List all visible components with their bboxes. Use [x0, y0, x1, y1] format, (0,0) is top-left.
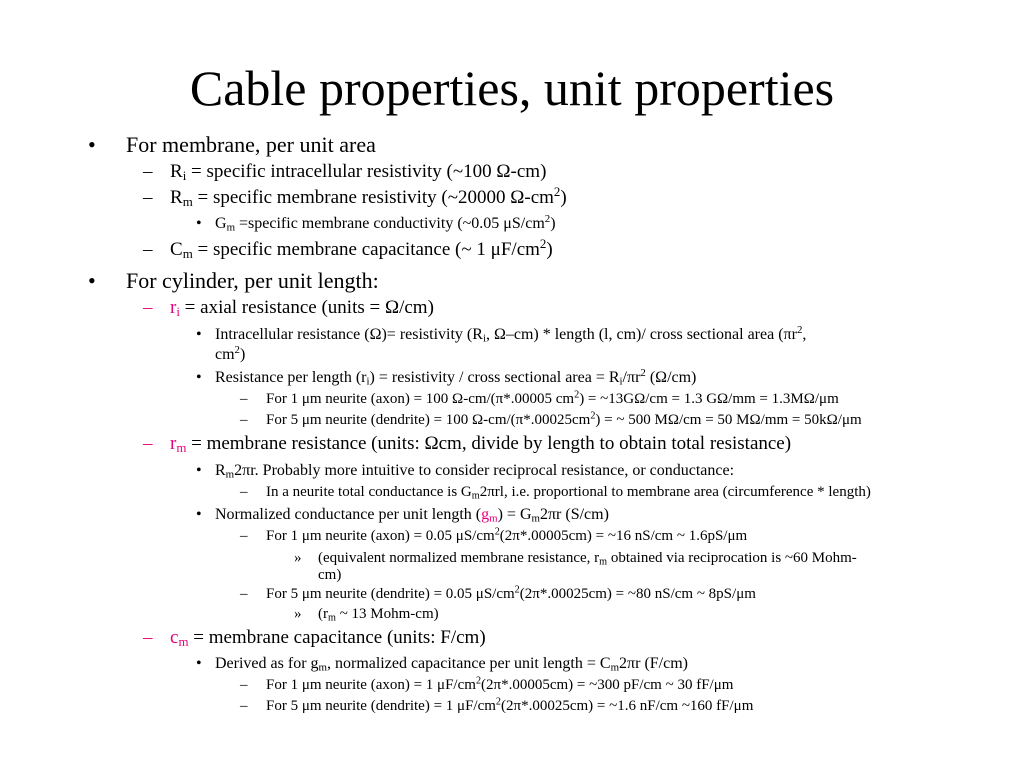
text: (2π*.00025cm) = ~80 nS/cm ~ 8pS/μm [519, 586, 756, 602]
rm-specific-line [170, 183, 567, 210]
dash-marker: – [240, 391, 248, 407]
dash-marker: – [240, 528, 248, 544]
cm-derived-line [215, 654, 688, 674]
text: /πr [622, 369, 641, 386]
slide-title: Cable properties, unit properties [189, 60, 835, 116]
superscript: 2 [495, 696, 502, 708]
gm-superscript: 2 [544, 213, 551, 226]
text: (equivalent normalized membrane resistance, r [318, 550, 600, 566]
dash-marker: – [240, 698, 248, 714]
text: (2π*.00005cm) = ~16 nS/cm ~ 1.6pS/μm [499, 528, 748, 544]
rm-subscript: m [182, 194, 193, 210]
subscript: m [531, 512, 540, 525]
cm-axon-line [266, 676, 733, 694]
ri-description: = specific intracellular resistivity (~100 Ω-cm) [186, 161, 547, 182]
subscript: m [610, 661, 620, 674]
text: Intracellular resistance (Ω)= resistivity (R [215, 326, 483, 343]
ri-axial-description: = axial resistance (units = Ω/cm) [179, 297, 434, 318]
text: R [215, 462, 226, 479]
bullet-marker: • [196, 506, 202, 523]
text: For 1 μm neurite (axon) = 1 μF/cm [266, 677, 476, 693]
intracellular-resistance-line-cont [215, 345, 245, 365]
subscript: m [471, 490, 480, 502]
text: For 5 μm neurite (dendrite) = 1 μF/cm [266, 698, 496, 714]
subscript: m [318, 661, 327, 674]
bullet-marker: • [196, 462, 202, 479]
bullet-marker: • [196, 215, 202, 232]
subscript: m [328, 612, 336, 624]
cm-membrane-line [170, 627, 486, 649]
ri-axial-line [170, 297, 434, 319]
membrane-heading: For membrane, per unit area [126, 132, 376, 157]
rm-membrane-line [170, 433, 791, 455]
superscript: 2 [796, 324, 803, 337]
text: 2πrl, i.e. proportional to membrane area (circumference * length) [479, 484, 871, 500]
text: For 5 μm neurite (dendrite) = 0.05 μS/cm [266, 586, 515, 602]
cm-description: = specific membrane capacitance (~ 1 μF/cm [192, 239, 540, 260]
superscript: 2 [574, 389, 580, 401]
raquo-marker: » [294, 550, 302, 566]
ri-axon-line [266, 390, 839, 408]
rm-axon-note-line [318, 549, 857, 567]
gm-subscript: m [226, 221, 236, 234]
dash-marker: – [240, 586, 248, 602]
gm-specific-line [215, 214, 556, 234]
text: , normalized capacitance per unit length = C [326, 655, 611, 672]
subscript: i [619, 375, 623, 388]
cm-specific-line [170, 235, 553, 262]
gm-highlight-symbol: g [481, 506, 490, 523]
rm-axon-note-line-cont: cm) [318, 567, 342, 583]
subscript: m [599, 556, 608, 568]
text: 2πr (S/cm) [539, 506, 609, 523]
rm-membrane-description: = membrane resistance (units: Ωcm, divide by length to obtain total resistance) [186, 433, 792, 454]
bullet-marker: • [196, 655, 202, 672]
dash-marker: – [143, 627, 153, 648]
cm-membrane-symbol: c [170, 627, 179, 648]
cylinder-heading: For cylinder, per unit length: [126, 268, 379, 293]
text: For 5 μm neurite (dendrite) = 100 Ω-cm/(π*.00025cm [266, 412, 591, 428]
rm-membrane-symbol: r [170, 433, 177, 454]
rm-symbol: R [170, 187, 183, 208]
intracellular-resistance-line [215, 325, 806, 345]
text: ) = G [497, 506, 532, 523]
text: Resistance per length (r [215, 369, 367, 386]
text: In a neurite total conductance is G [266, 484, 472, 500]
dash-marker: – [143, 297, 153, 318]
subscript: i [482, 332, 486, 345]
normalized-conductance-line [215, 505, 609, 525]
dash-marker: – [143, 433, 153, 454]
ri-dendrite-line [266, 411, 862, 429]
text: ) = ~13GΩ/cm = 1.3 GΩ/mm = 1.3MΩ/μm [579, 391, 839, 407]
ri-symbol: R [170, 161, 183, 182]
text: ) = resistivity / cross sectional area = R [369, 369, 620, 386]
text: obtained via reciprocation is ~60 Mohm- [607, 550, 857, 566]
total-conductance-line [266, 483, 871, 501]
superscript: 2 [475, 675, 482, 687]
text: cm [215, 346, 235, 363]
superscript: 2 [640, 367, 646, 380]
text: For 1 μm neurite (axon) = 0.05 μS/cm [266, 528, 495, 544]
cm-symbol: C [170, 239, 183, 260]
dash-marker: – [143, 161, 153, 182]
dash-marker: – [240, 677, 248, 693]
text: ~ 13 Mohm-cm) [335, 606, 439, 622]
rm-description: = specific membrane resistivity (~20000 Ω-cm [192, 187, 554, 208]
gm-description: =specific membrane conductivity (~0.05 μS/cm [235, 215, 545, 232]
raquo-marker: » [294, 606, 302, 622]
superscript: 2 [494, 526, 500, 538]
text: (Ω/cm) [645, 369, 697, 386]
ri-axial-subscript: i [176, 304, 180, 320]
text: Normalized conductance per unit length ( [215, 506, 482, 523]
cm-close: ) [546, 239, 553, 260]
superscript: 2 [590, 410, 596, 422]
gm-highlight-subscript: m [489, 512, 498, 525]
rm-membrane-subscript: m [176, 440, 187, 456]
rm-dendrite-line [266, 585, 756, 603]
superscript: 2 [234, 344, 240, 357]
text: ) [239, 346, 246, 363]
cm-superscript: 2 [539, 235, 547, 251]
ri-subscript: i [182, 168, 187, 184]
text: (r [318, 606, 328, 622]
text: (2π*.00005cm) = ~300 pF/cm ~ 30 fF/μm [481, 677, 734, 693]
text: For 1 μm neurite (axon) = 100 Ω-cm/(π*.00005 cm [266, 391, 575, 407]
resistance-per-length-line [215, 368, 696, 388]
subscript: m [225, 468, 235, 481]
bullet-marker: • [196, 326, 202, 343]
dash-marker: – [240, 484, 248, 500]
rm-dendrite-note-line [318, 605, 439, 623]
text: 2πr. Probably more intuitive to consider reciprocal resistance, or conductance: [234, 462, 735, 479]
dash-marker: – [143, 187, 153, 208]
text: (2π*.00025cm) = ~1.6 nF/cm ~160 fF/μm [501, 698, 754, 714]
bullet-marker: • [88, 268, 96, 293]
bullet-marker: • [196, 369, 202, 386]
gm-close: ) [550, 215, 556, 232]
cm-subscript: m [182, 246, 193, 262]
cm-dendrite-line [266, 697, 753, 715]
text: , Ω–cm) * length (l, cm)/ cross sectional area (πr [485, 326, 797, 343]
cm-membrane-subscript: m [178, 634, 189, 650]
rm-intuitive-line [215, 461, 734, 481]
rm-close: ) [560, 187, 567, 208]
ri-specific-line [170, 161, 546, 183]
ri-axial-symbol: r [170, 297, 177, 318]
gm-symbol: G [215, 215, 227, 232]
dash-marker: – [240, 412, 248, 428]
text: , [802, 326, 807, 343]
bullet-marker: • [88, 132, 96, 157]
text: ) = ~ 500 MΩ/cm = 50 MΩ/mm = 50kΩ/μm [595, 412, 862, 428]
cm-membrane-description: = membrane capacitance (units: F/cm) [188, 627, 486, 648]
text: 2πr (F/cm) [619, 655, 688, 672]
dash-marker: – [143, 239, 153, 260]
superscript: 2 [514, 584, 520, 596]
rm-superscript: 2 [553, 183, 561, 199]
text: Derived as for g [215, 655, 319, 672]
rm-axon-line [266, 527, 747, 545]
subscript: i [366, 375, 370, 388]
